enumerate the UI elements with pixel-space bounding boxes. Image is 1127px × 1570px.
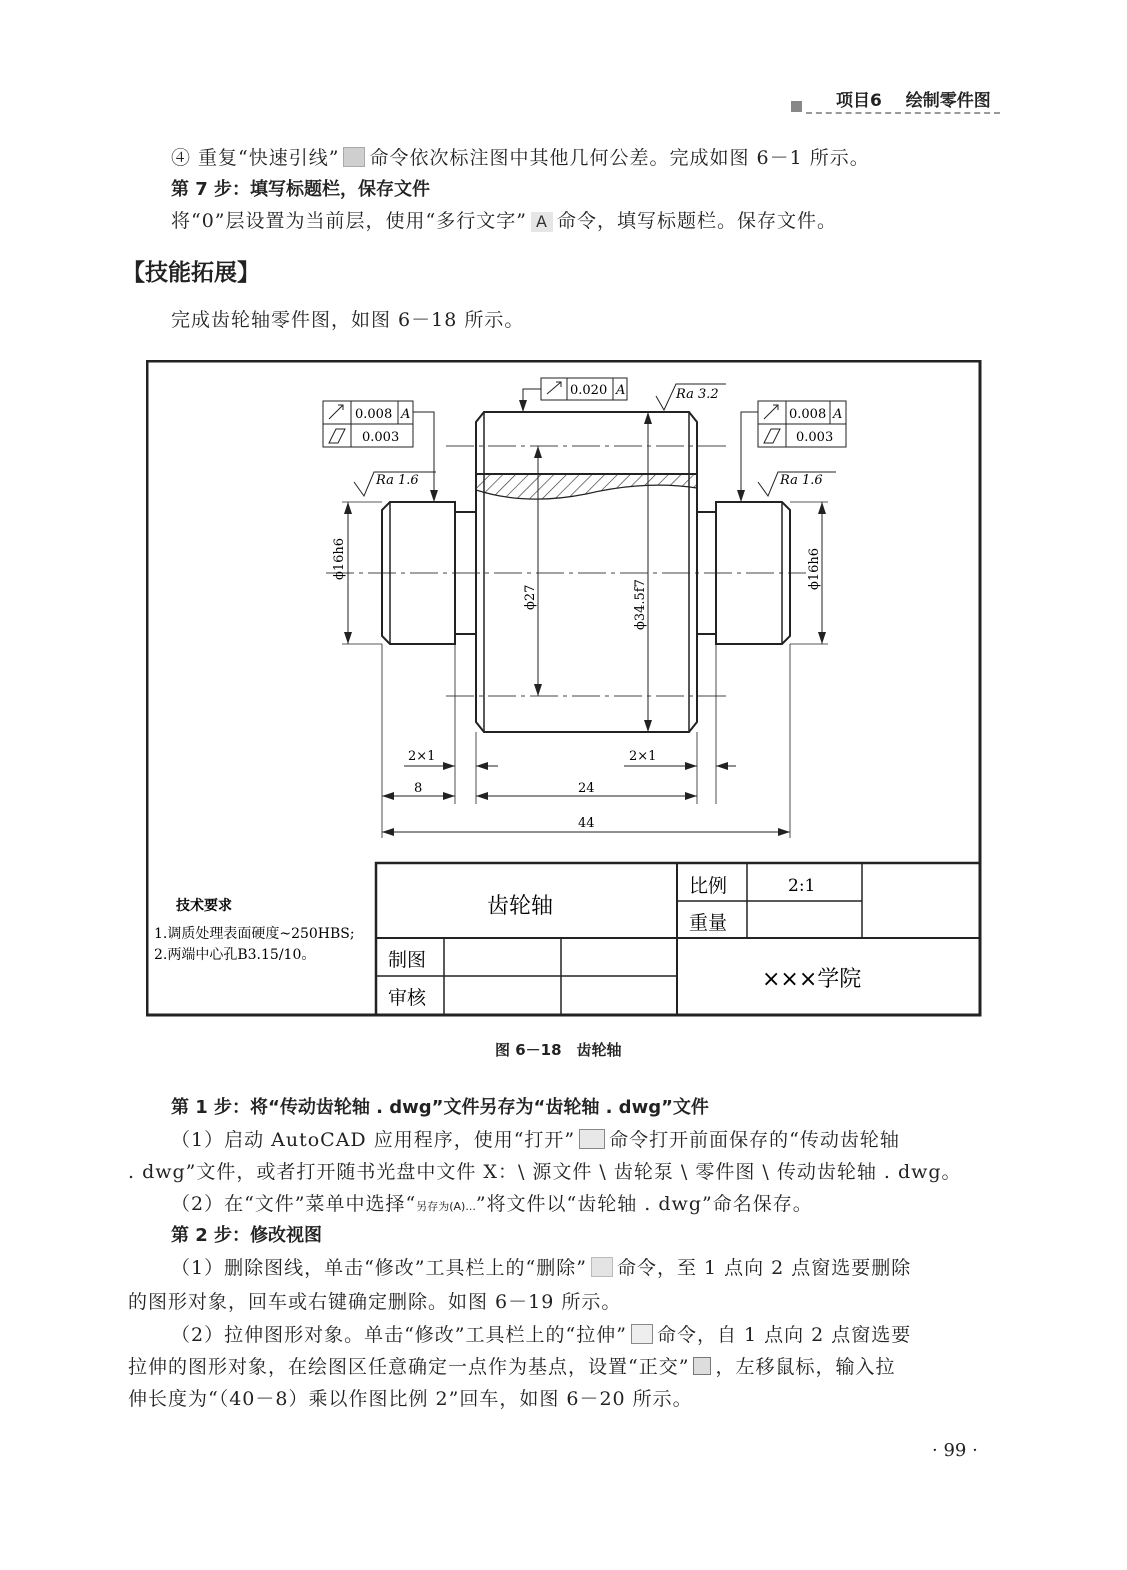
header-rule	[806, 112, 1000, 114]
tol-left-datum: A	[401, 407, 411, 422]
dim-chamfer-right: 2×1	[629, 749, 657, 764]
tol-right-1: 0.008	[789, 407, 827, 422]
dim-length-44: 44	[578, 816, 595, 831]
header-title: 绘制零件图	[905, 91, 991, 111]
dim-left-diameter: ϕ16h6	[332, 537, 347, 580]
gear-shaft-drawing	[146, 360, 982, 1018]
ra-right: Ra 1.6	[780, 473, 823, 488]
school-name: ×××学院	[762, 967, 862, 992]
mtext-icon: A	[531, 212, 553, 232]
tol-top-value: 0.020	[570, 383, 608, 398]
open-folder-icon	[579, 1129, 605, 1149]
checked-label: 审核	[388, 987, 427, 1009]
step2-title: 第 2 步：修改视图	[171, 1225, 323, 1246]
figure-caption: 图 6－18 齿轮轴	[495, 1041, 622, 1059]
tol-left-1: 0.008	[355, 407, 393, 422]
header-marker	[791, 101, 802, 112]
dim-inner-diameter: ϕ27	[523, 584, 538, 610]
ra-left: Ra 1.6	[376, 473, 419, 488]
leader-icon	[343, 147, 365, 167]
weight-label: 重量	[689, 912, 728, 934]
dim-length-24: 24	[578, 781, 595, 796]
ra-top: Ra 3.2	[676, 387, 719, 402]
dim-outer-diameter: ϕ34.5f7	[633, 579, 648, 630]
paragraph-intro: 完成齿轮轴零件图，如图 6－18 所示。	[171, 309, 525, 331]
paragraph-mtext: 将“0”层设置为当前层，使用“多行文字” A 命令，填写标题栏。保存文件。	[171, 210, 837, 232]
paragraph-leader: ④ 重复“快速引线” 命令依次标注图中其他几何公差。完成如图 6－1 所示。	[171, 147, 870, 169]
dim-length-8: 8	[414, 781, 423, 796]
step2-paragraph-2: （2）拉伸图形对象。单击“修改”工具栏上的“拉伸” 命令，自 1 点向 2 点窗选要	[171, 1324, 912, 1346]
scale-label: 比例	[689, 875, 728, 897]
tech-title: 技术要求	[176, 898, 232, 914]
save-as-menu-label: 另存为(A)...	[416, 1200, 476, 1213]
stretch-icon	[631, 1324, 653, 1344]
step1-paragraph-1: （1）启动 AutoCAD 应用程序，使用“打开” 命令打开前面保存的“传动齿轮轴	[171, 1129, 900, 1151]
step1-paragraph-1-cont: . dwg”文件，或者打开随书光盘中文件 X：\ 源文件 \ 齿轮泵 \ 零件图 \ 传动齿轮轴 . dwg。	[128, 1161, 962, 1183]
page-number: · 99 ·	[932, 1440, 978, 1461]
step2-paragraph-1: （1）删除图线，单击“修改”工具栏上的“删除” 命令，至 1 点向 2 点窗选要删除	[171, 1257, 912, 1279]
dim-right-diameter: ϕ16h6	[807, 547, 822, 590]
erase-icon	[591, 1257, 613, 1277]
tech-req-1: 1.调质处理表面硬度~250HBS;	[154, 926, 355, 942]
dim-chamfer-left: 2×1	[408, 749, 436, 764]
step2-paragraph-2-cont2: 伸长度为“（40－8）乘以作图比例 2”回车，如图 6－20 所示。	[128, 1388, 693, 1410]
section-title: 【技能拓展】	[122, 260, 260, 286]
header-project: 项目6 绘制零件图	[836, 91, 991, 111]
step2-paragraph-2-cont: 拉伸的图形对象，在绘图区任意确定一点作为基点，设置“正交” ，左移鼠标，输入拉	[128, 1356, 896, 1378]
tol-top-datum: A	[616, 383, 626, 398]
tol-right-datum: A	[833, 407, 843, 422]
tol-right-2: 0.003	[796, 430, 834, 445]
part-name: 齿轮轴	[487, 894, 554, 919]
drawn-label: 制图	[388, 949, 427, 971]
step1-paragraph-2: （2）在“文件”菜单中选择“另存为(A)...”将文件以“齿轮轴 . dwg”命名保存。	[171, 1193, 813, 1215]
step1-title: 第 1 步：将“传动齿轮轴 . dwg”文件另存为“齿轮轴 . dwg”文件	[171, 1097, 709, 1118]
step2-paragraph-1-cont: 的图形对象，回车或右键确定删除。如图 6－19 所示。	[128, 1291, 622, 1313]
tol-left-2: 0.003	[362, 430, 400, 445]
scale-value: 2:1	[788, 876, 816, 896]
tech-req-2: 2.两端中心孔B3.15/10。	[154, 947, 316, 963]
step7-title: 第 7 步：填写标题栏，保存文件	[171, 179, 431, 200]
ortho-icon	[693, 1357, 711, 1375]
title-block	[376, 863, 980, 1015]
